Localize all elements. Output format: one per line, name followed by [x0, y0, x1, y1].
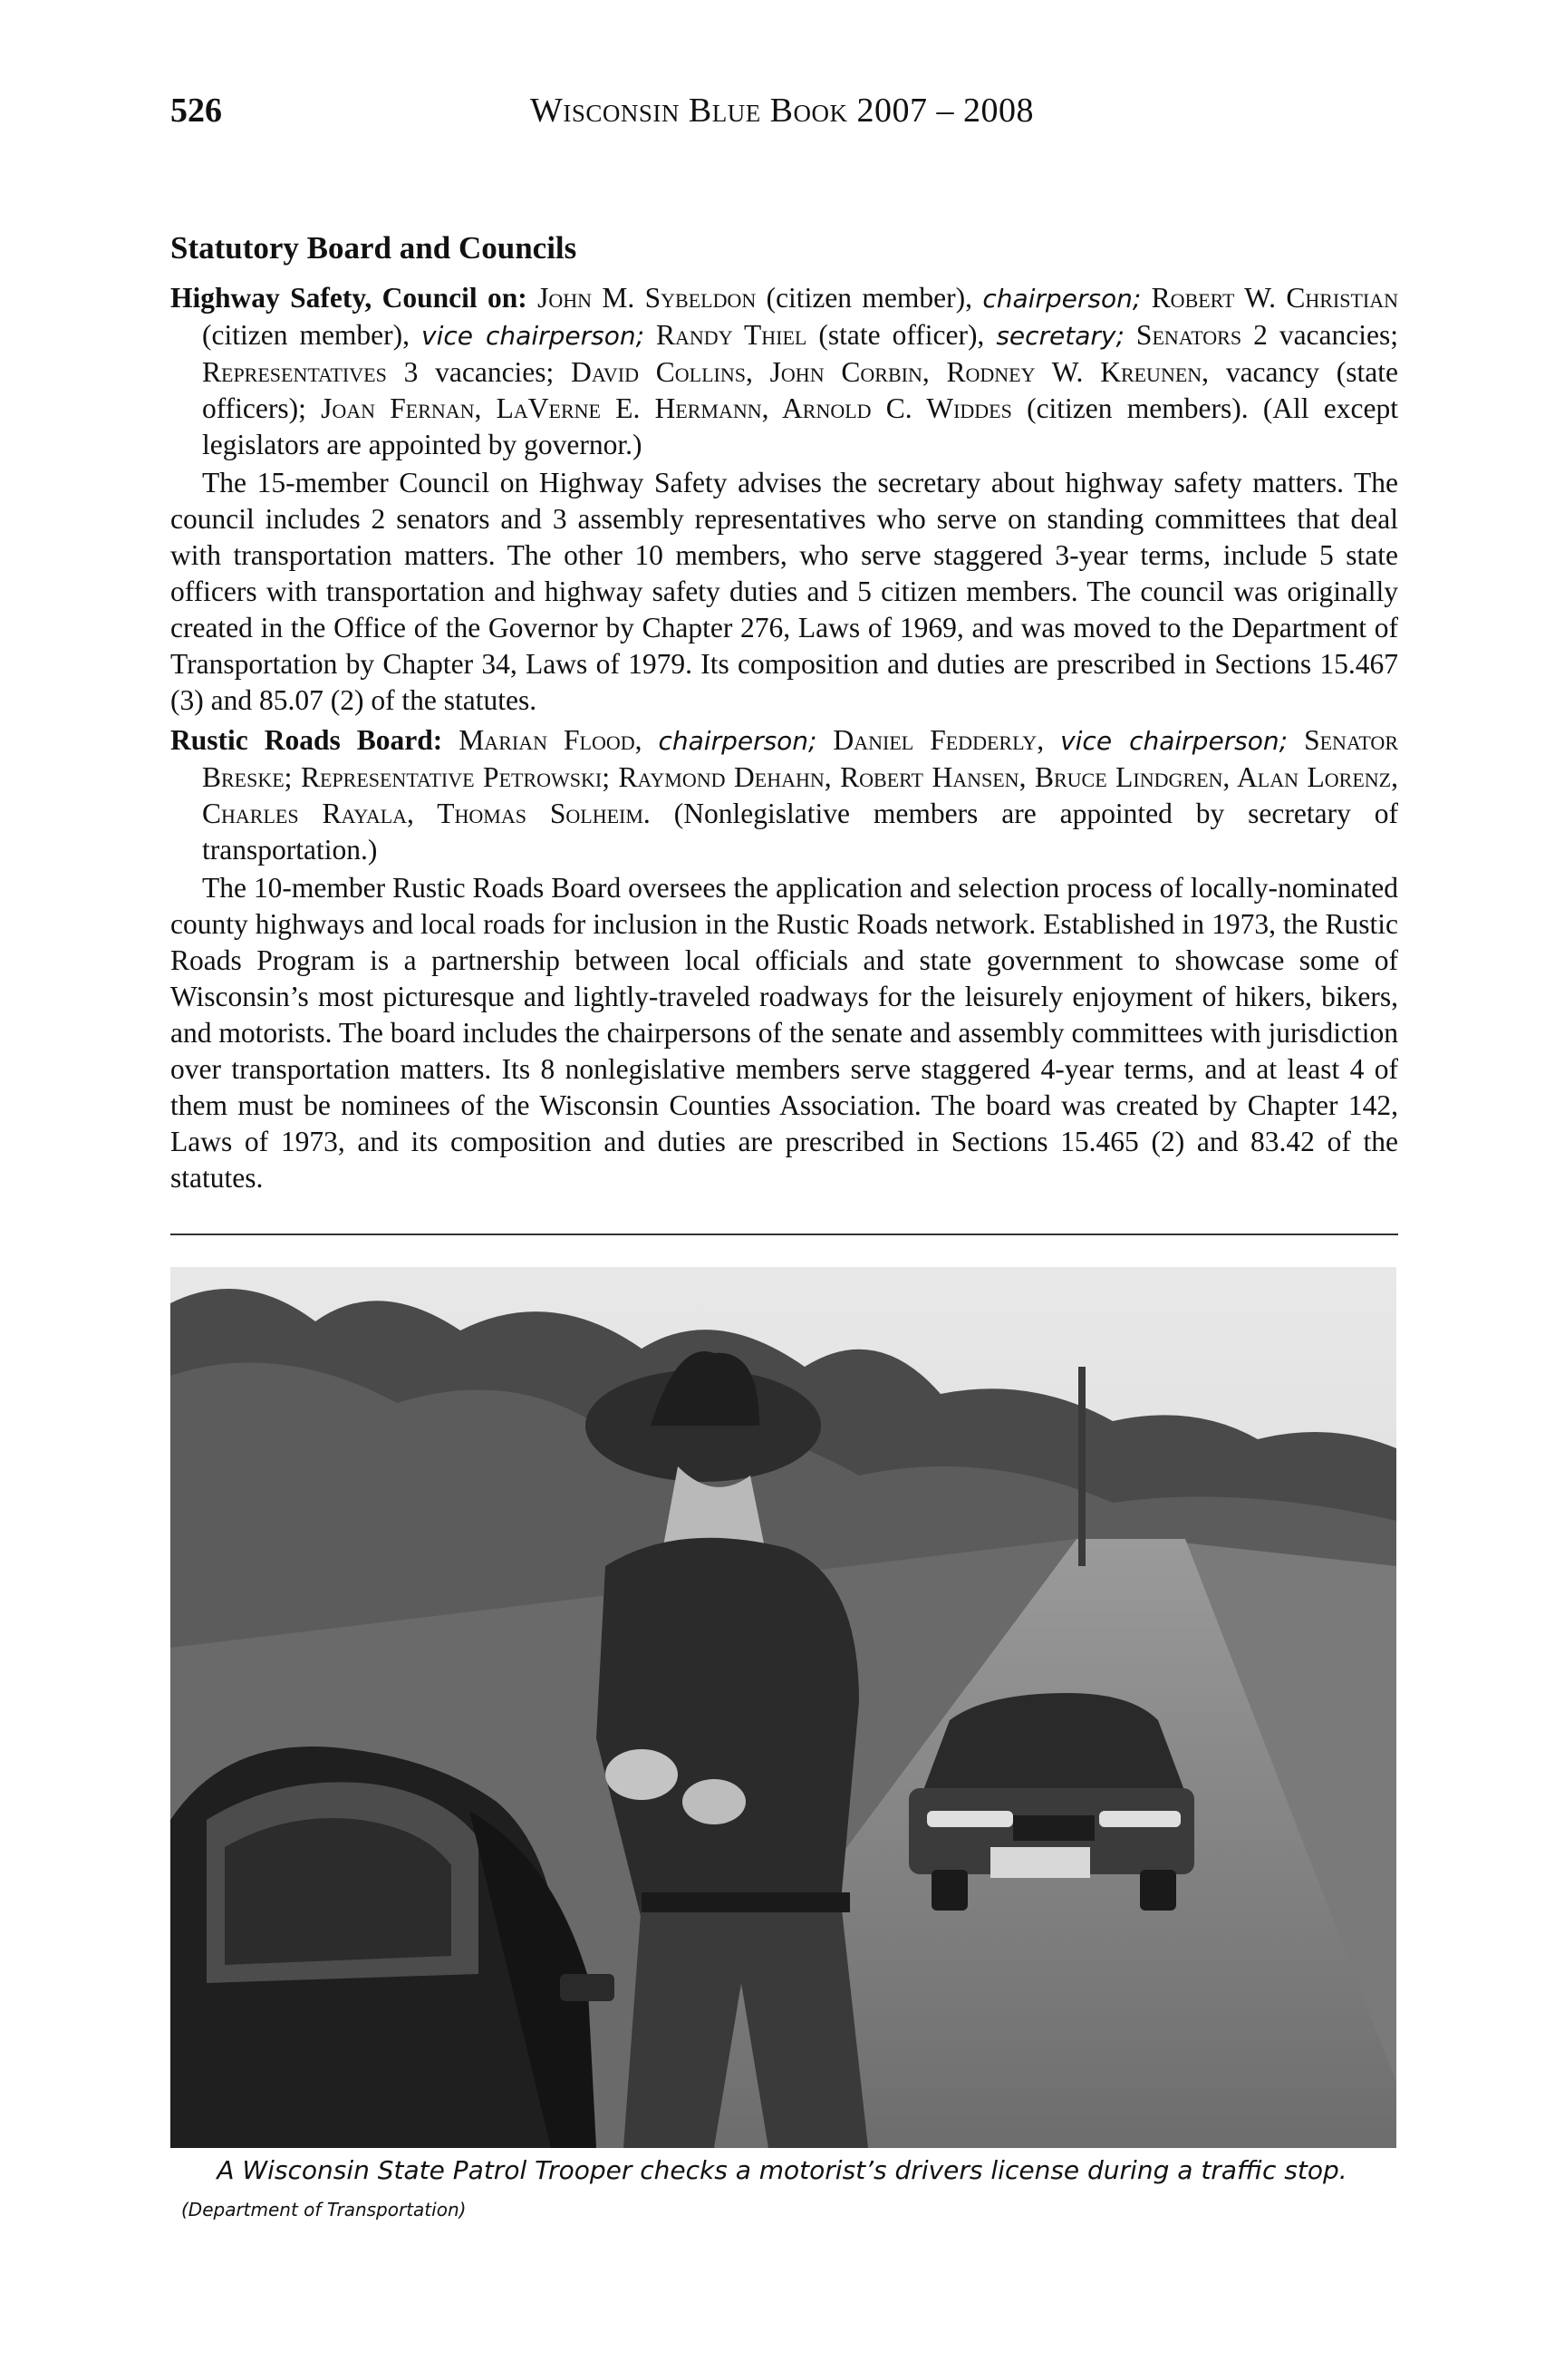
page-number: 526 — [170, 92, 222, 130]
senators-label: Senators — [1124, 319, 1242, 351]
highway-safety-heading: Highway Safety, Council on: — [170, 282, 527, 314]
other-members-names: Senator Breske; Representative Petrowski; Raymond Dehahn, Robert Hansen, Bruce Lindgren, Alan Lorenz, Charles Rayala, Thomas Solheim. — [202, 724, 1398, 829]
traffic-stop-photo — [170, 1267, 1396, 2148]
photo-credit: (Department of Transportation) — [181, 2199, 467, 2220]
state-officers-note: vacancy (state officers); — [202, 356, 1399, 424]
member-note: (state officer), — [806, 319, 997, 351]
highway-safety-membership — [170, 280, 1398, 463]
citizen-members-names: Joan Fernan, LaVerne E. Hermann, Arnold C. Widdes — [321, 392, 1012, 424]
section-title: Statutory Board and Councils — [170, 230, 577, 266]
rustic-roads-description: The 10-member Rustic Roads Board oversees the application and selection process of locally-nominated county highways and local roads for inclusion in the Rustic Roads network. Established in 1973, the Rustic Roads Program is a partnership between local officials and state government to showcase some of Wisconsin’s most picturesque and lightly-traveled roadways for the leisurely enjoyment of hikers, bikers, and motorists. The board includes the chairpersons of the senate and assembly committees with jurisdiction over transportation matters. Its 8 nonlegislative members serve staggered 4-year terms, and at least 4 of them must be nominees of the Wisconsin Counties Association. The board was created by Chapter 142, Laws of 1973, and its composition and duties are prescribed in Sections 15.465 (2) and 83.42 of the statutes. — [170, 872, 1398, 1194]
member-name: Daniel Fedderly, — [816, 724, 1061, 756]
member-note: (citizen member), — [756, 282, 983, 314]
member-role: chairperson; — [982, 284, 1142, 314]
running-head: Wisconsin Blue Book 2007 – 2008 — [529, 92, 1035, 130]
representatives-label: Representatives — [202, 356, 387, 388]
section-divider — [170, 1234, 1398, 1235]
member-name: Marian Flood, — [442, 724, 659, 756]
member-role: vice chairperson; — [421, 321, 645, 351]
state-officers-names: David Collins, John Corbin, Rodney W. Kreunen, — [571, 356, 1210, 388]
member-role: vice chairperson; — [1060, 726, 1289, 756]
page-header — [170, 91, 1394, 145]
representatives-note: 3 vacancies; — [386, 356, 572, 388]
rustic-roads-membership — [170, 722, 1398, 868]
member-role: secretary; — [996, 321, 1125, 351]
member-name: Randy Thiel — [644, 319, 807, 351]
member-name: Robert W. Christian — [1141, 282, 1398, 314]
photo-caption: A Wisconsin State Patrol Trooper checks a motorist’s drivers license during a traffic stop. — [217, 2155, 1347, 2185]
main-content — [170, 229, 1398, 1200]
member-name: John M. Sybeldon — [537, 282, 757, 314]
highway-safety-description: The 15-member Council on Highway Safety advises the secretary about highway safety matters. The council includes 2 senators and 3 assembly representatives who serve on standing committees that deal with transportation matters. The other 10 members, who serve staggered 3-year terms, include 5 state officers with transportation and highway safety duties and 5 citizen members. The council was originally created in the Office of the Governor by Chapter 276, Laws of 1969, and was moved to the Department of Transportation by Chapter 34, Laws of 1979. Its composition and duties are prescribed in Sections 15.467 (3) and 85.07 (2) of the statutes. — [170, 467, 1398, 716]
member-role: chairperson; — [658, 726, 817, 756]
citizen-members-note: (citizen members). (All except legislators are appointed by governor.) — [202, 392, 1398, 460]
rustic-roads-note: (Nonlegislative members are appointed by secretary of transportation.) — [202, 798, 1398, 866]
senators-note: 2 vacancies; — [1241, 319, 1398, 351]
rustic-roads-heading: Rustic Roads Board: — [170, 724, 443, 756]
member-note: (citizen member), — [202, 319, 422, 351]
